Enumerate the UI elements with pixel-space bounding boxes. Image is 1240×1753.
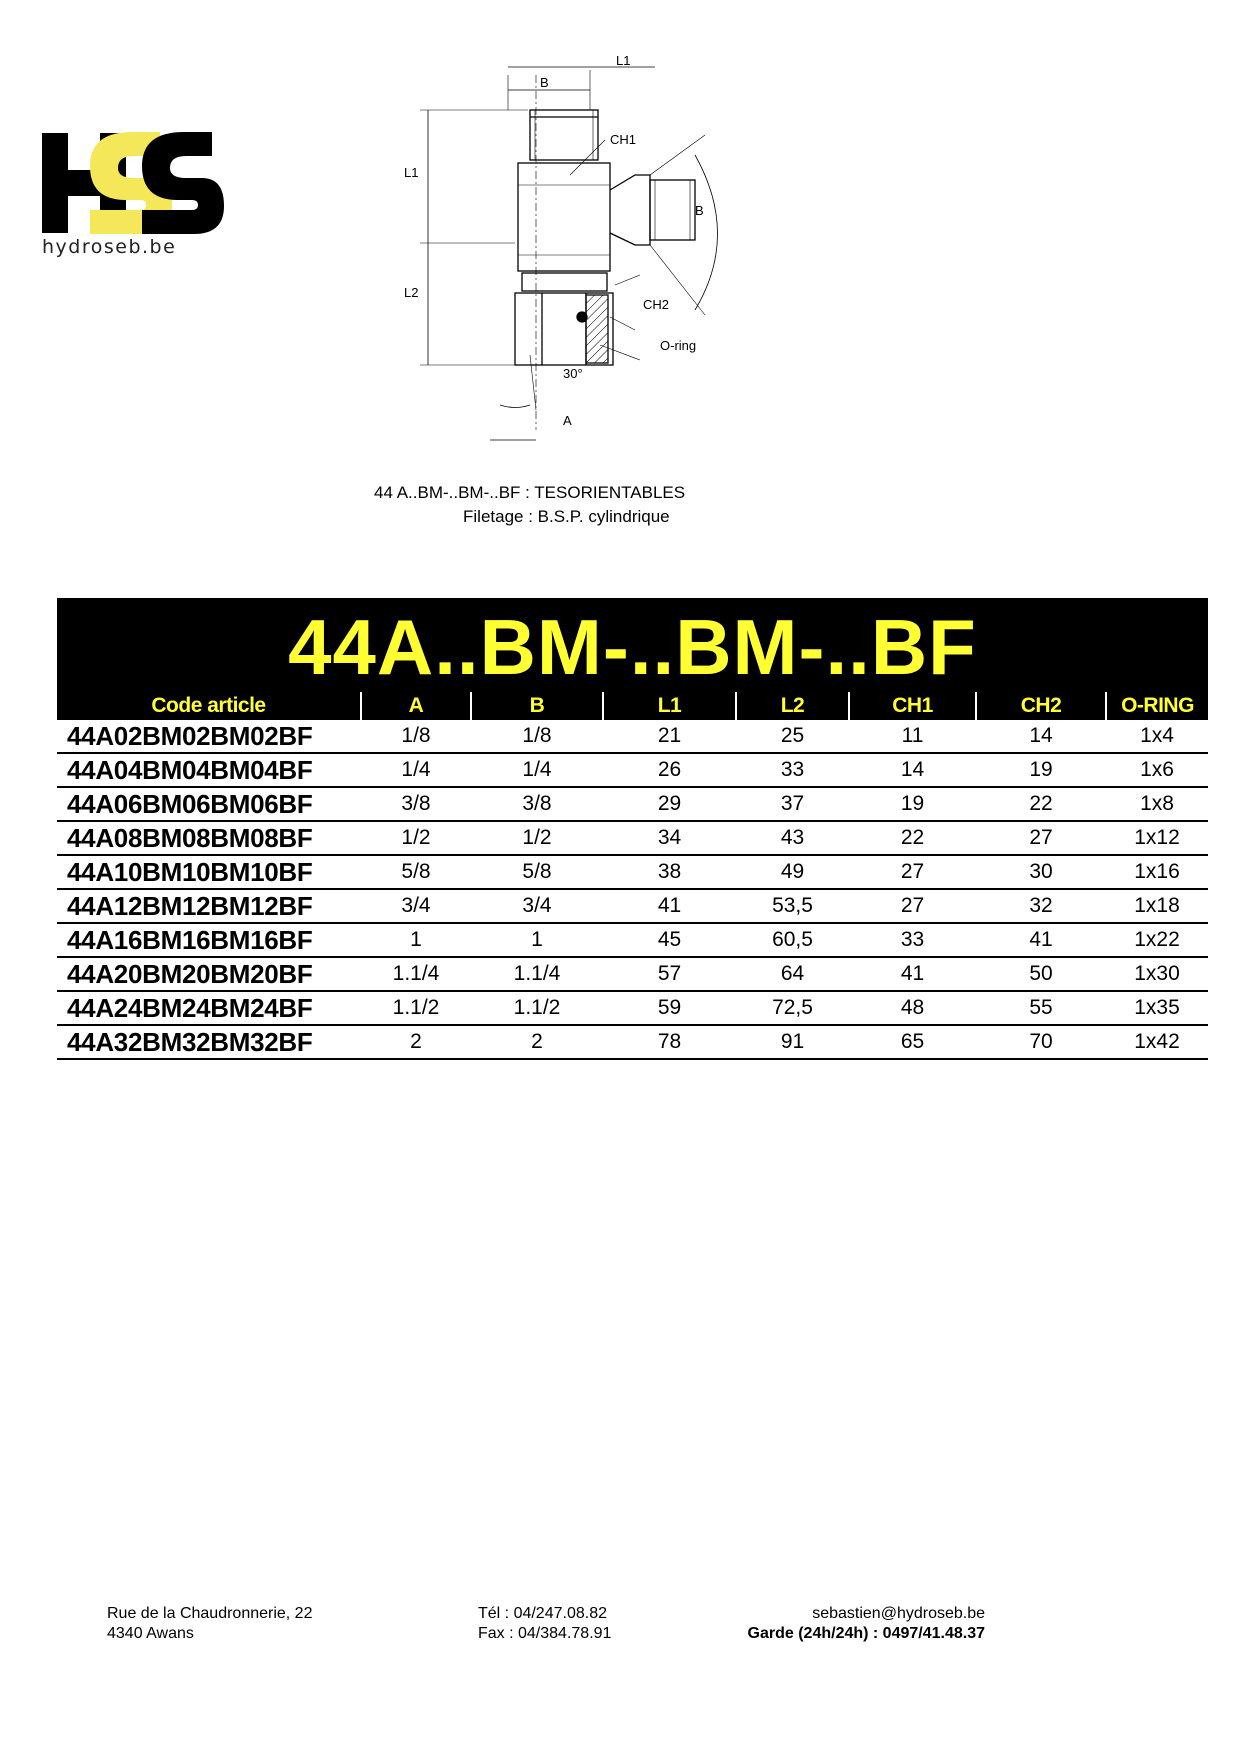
table-cell: 57 xyxy=(603,957,736,991)
table-cell: 53,5 xyxy=(736,889,849,923)
footer-phone xyxy=(478,1604,611,1644)
table-cell: 34 xyxy=(603,821,736,855)
footer-street: Rue de la Chaudronnerie, 22 xyxy=(107,1605,313,1622)
table-cell: 5/8 xyxy=(471,855,603,889)
table-cell: 11 xyxy=(849,720,976,753)
table-cell: 1/8 xyxy=(361,720,471,753)
footer-email[interactable]: sebastien@hydroseb.be xyxy=(812,1605,985,1622)
table-cell: 37 xyxy=(736,787,849,821)
logo-website-text: hydroseb.be xyxy=(42,236,177,258)
drawing-label-b-top: B xyxy=(540,75,549,90)
drawing-label-b-right: B xyxy=(695,203,704,218)
table-cell: 72,5 xyxy=(736,991,849,1025)
table-cell: 1/2 xyxy=(361,821,471,855)
table-cell: 3/4 xyxy=(361,889,471,923)
table-cell: 33 xyxy=(849,923,976,957)
table-row xyxy=(57,889,1208,923)
table-cell: 1/2 xyxy=(471,821,603,855)
table-cell: 41 xyxy=(603,889,736,923)
table-cell: 65 xyxy=(849,1025,976,1059)
table-cell: 1.1/2 xyxy=(361,991,471,1025)
column-header: Code article xyxy=(57,692,361,720)
table-row xyxy=(57,1025,1208,1059)
drawing-caption-title: 44 A..BM-..BM-..BF : TESORIENTABLES xyxy=(374,483,686,502)
table-cell: 38 xyxy=(603,855,736,889)
table-cell: 1x22 xyxy=(1106,923,1208,957)
footer-garde: Garde (24h/24h) : 0497/41.48.37 xyxy=(747,1625,985,1642)
table-cell: 33 xyxy=(736,753,849,787)
table-cell: 30 xyxy=(976,855,1106,889)
table-cell: 1/4 xyxy=(471,753,603,787)
table-cell: 48 xyxy=(849,991,976,1025)
table-row xyxy=(57,821,1208,855)
drawing-label-oring: O-ring xyxy=(660,338,697,353)
column-header: CH1 xyxy=(849,692,976,720)
drawing-label-l2-side: L2 xyxy=(404,285,419,300)
table-cell: 19 xyxy=(849,787,976,821)
drawing-label-angle: 30° xyxy=(563,366,583,381)
column-header: B xyxy=(471,692,603,720)
table-cell: 26 xyxy=(603,753,736,787)
table-row xyxy=(57,720,1208,753)
technical-drawing xyxy=(404,53,790,440)
drawing-label-l1-side: L1 xyxy=(404,165,419,180)
column-header: A xyxy=(361,692,471,720)
table-cell: 14 xyxy=(849,753,976,787)
table-cell: 1x18 xyxy=(1106,889,1208,923)
table-cell: 29 xyxy=(603,787,736,821)
drawing-caption-thread: Filetage : B.S.P. cylindrique xyxy=(463,507,670,526)
article-code-cell: 44A10BM10BM10BF xyxy=(57,855,361,889)
table-title: 44A..BM-..BM-..BF xyxy=(57,598,1208,692)
article-code-cell: 44A12BM12BM12BF xyxy=(57,889,361,923)
table-cell: 2 xyxy=(361,1025,471,1059)
table-cell: 2 xyxy=(471,1025,603,1059)
drawing-label-l1-top: L1 xyxy=(616,53,631,68)
table-cell: 3/8 xyxy=(361,787,471,821)
drawing-label-ch2: CH2 xyxy=(643,297,670,312)
table-cell: 1x8 xyxy=(1106,787,1208,821)
footer-address xyxy=(107,1604,312,1644)
table-cell: 32 xyxy=(976,889,1106,923)
table-cell: 78 xyxy=(603,1025,736,1059)
article-code-cell: 44A02BM02BM02BF xyxy=(57,720,361,753)
table-cell: 22 xyxy=(976,787,1106,821)
drawing-label-ch1: CH1 xyxy=(610,132,637,147)
table-body xyxy=(57,720,1208,1059)
table-cell: 3/4 xyxy=(471,889,603,923)
article-code-cell: 44A24BM24BM24BF xyxy=(57,991,361,1025)
product-table xyxy=(57,598,1208,1060)
column-header: O-RING xyxy=(1106,692,1208,720)
table-cell: 14 xyxy=(976,720,1106,753)
table-cell: 1x30 xyxy=(1106,957,1208,991)
table-cell: 59 xyxy=(603,991,736,1025)
article-code-cell: 44A20BM20BM20BF xyxy=(57,957,361,991)
table-cell: 19 xyxy=(976,753,1106,787)
table-cell: 22 xyxy=(849,821,976,855)
article-code-cell: 44A16BM16BM16BF xyxy=(57,923,361,957)
table-cell: 55 xyxy=(976,991,1106,1025)
drawing-label-a: A xyxy=(563,413,572,428)
table-cell: 1 xyxy=(471,923,603,957)
table-row xyxy=(57,923,1208,957)
article-code-cell: 44A08BM08BM08BF xyxy=(57,821,361,855)
column-header: L1 xyxy=(603,692,736,720)
table-cell: 1x42 xyxy=(1106,1025,1208,1059)
table-cell: 41 xyxy=(976,923,1106,957)
table-cell: 5/8 xyxy=(361,855,471,889)
table-header-row xyxy=(57,692,1208,720)
footer-contact xyxy=(700,1604,985,1644)
table-row xyxy=(57,753,1208,787)
table-cell: 64 xyxy=(736,957,849,991)
table-row xyxy=(57,855,1208,889)
table-cell: 1x16 xyxy=(1106,855,1208,889)
table-row xyxy=(57,991,1208,1025)
table-cell: 41 xyxy=(849,957,976,991)
table-cell: 27 xyxy=(849,889,976,923)
table-cell: 1.1/4 xyxy=(471,957,603,991)
table-cell: 1/4 xyxy=(361,753,471,787)
table-cell: 45 xyxy=(603,923,736,957)
column-header: L2 xyxy=(736,692,849,720)
article-code-cell: 44A32BM32BM32BF xyxy=(57,1025,361,1059)
table-cell: 27 xyxy=(976,821,1106,855)
table-cell: 43 xyxy=(736,821,849,855)
table-cell: 1.1/2 xyxy=(471,991,603,1025)
article-code-cell: 44A04BM04BM04BF xyxy=(57,753,361,787)
table-cell: 70 xyxy=(976,1025,1106,1059)
footer-city: 4340 Awans xyxy=(107,1625,194,1642)
table-cell: 91 xyxy=(736,1025,849,1059)
table-cell: 1x4 xyxy=(1106,720,1208,753)
table-cell: 50 xyxy=(976,957,1106,991)
footer-fax: Fax : 04/384.78.91 xyxy=(478,1625,612,1642)
table-cell: 1.1/4 xyxy=(361,957,471,991)
table-cell: 49 xyxy=(736,855,849,889)
table-row xyxy=(57,957,1208,991)
table-cell: 60,5 xyxy=(736,923,849,957)
table-cell: 27 xyxy=(849,855,976,889)
table-cell: 1x35 xyxy=(1106,991,1208,1025)
table-cell: 1 xyxy=(361,923,471,957)
table-cell: 1x6 xyxy=(1106,753,1208,787)
article-code-cell: 44A06BM06BM06BF xyxy=(57,787,361,821)
table-cell: 1/8 xyxy=(471,720,603,753)
table-cell: 1x12 xyxy=(1106,821,1208,855)
table-cell: 25 xyxy=(736,720,849,753)
table-row xyxy=(57,787,1208,821)
table-cell: 3/8 xyxy=(471,787,603,821)
footer-tel: Tél : 04/247.08.82 xyxy=(478,1605,607,1622)
column-header: CH2 xyxy=(976,692,1106,720)
table-cell: 21 xyxy=(603,720,736,753)
